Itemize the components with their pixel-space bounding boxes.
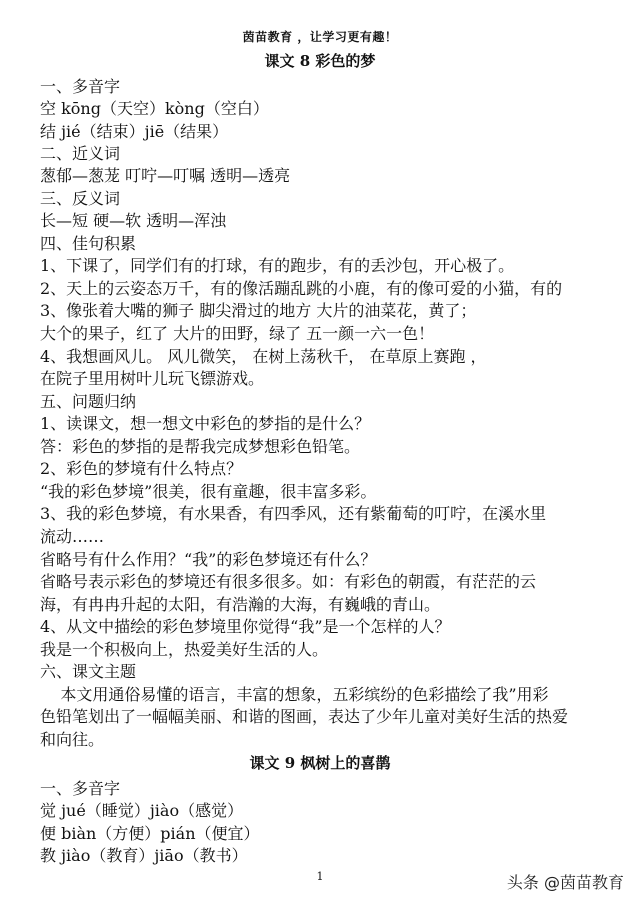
text-line: 在院子里用树叶儿玩飞镖游戏。: [40, 369, 265, 388]
watermark: 头条 @茵苗教育: [501, 868, 630, 895]
text-line: 1、读课文，想一想文中彩色的梦指的是什么？: [40, 414, 371, 433]
text-line: 海，有冉冉升起的太阳，有浩瀚的大海，有巍峨的青山。: [40, 595, 441, 614]
text-line: 省略号有什么作用？“我”的彩色梦境还有什么？: [40, 550, 377, 569]
section-heading: 三、反义词: [40, 189, 121, 208]
text-line: “我的彩色梦境”很美，很有童趣，很丰富多彩。: [40, 482, 377, 501]
text-line: 省略号表示彩色的梦境还有很多很多。如：有彩色的朝霞，有茫茫的云: [40, 572, 537, 591]
text-line: 4、我想画风儿。 风儿微笑， 在树上荡秋千， 在草原上赛跑 ，: [40, 347, 487, 366]
text-line: 2、天上的云姿态万千，有的像活蹦乱跳的小鹿，有的像可爱的小猫，有的: [40, 279, 563, 298]
section-heading: 四、佳句积累: [40, 234, 137, 253]
text-line: 色铅笔划出了一幅幅美丽、和谐的图画，表达了少年儿童对美好生活的热爱: [40, 707, 569, 726]
lesson9-title: 课文 9 枫树上的喜鹊: [249, 754, 391, 772]
text-line: 3、我的彩色梦境，有水果香，有四季风，还有紫葡萄的叮咛，在溪水里: [40, 504, 547, 523]
lesson8-title: 课文 8 彩色的梦: [264, 52, 376, 70]
text-line: 答：彩色的梦指的是帮我完成梦想彩色铅笔。: [40, 437, 361, 456]
text-line: 长—短 硬—软 透明—浑浊: [40, 211, 227, 230]
text-line: 觉 jué（睡觉）jiào（感觉）: [40, 801, 244, 820]
text-line: 空 kōng（天空）kòng（空白）: [40, 99, 269, 118]
page-number: 1: [316, 870, 324, 883]
text-line: 1、下课了，同学们有的打球，有的跑步，有的丢沙包，开心极了。: [40, 256, 515, 275]
section-heading: 一、多音字: [40, 779, 121, 798]
text-line: 3、像张着大嘴的狮子 脚尖滑过的地方 大片的油菜花，黄了；: [40, 301, 477, 320]
text-line: 便 biàn（方便）pián（便宜）: [40, 824, 260, 843]
text-line: 本文用通俗易懂的语言，丰富的想象，五彩缤纷的色彩描绘了我”用彩: [40, 685, 549, 704]
text-line: 4、从文中描绘的彩色梦境里你觉得“我”是一个怎样的人？: [40, 617, 451, 636]
text-line: 2、彩色的梦境有什么特点？: [40, 459, 243, 478]
text-line: 大个的果子，红了 大片的田野，绿了 五一颜一六一色！: [40, 324, 435, 343]
text-line: 结 jié（结束）jiē（结果）: [40, 122, 229, 141]
text-line: 教 jiào（教育）jiāo（教书）: [40, 846, 248, 865]
section-heading: 六、课文主题: [40, 662, 137, 681]
text-line: 我是一个积极向上，热爱美好生活的人。: [40, 640, 329, 659]
text-line: 葱郁—葱茏 叮咛—叮嘱 透明—透亮: [40, 166, 291, 185]
section-heading: 一、多音字: [40, 77, 121, 96]
section-heading: 五、问题归纳: [40, 392, 137, 411]
text-line: 流动……: [40, 527, 105, 546]
text-line: 和向往。: [40, 730, 105, 749]
page-header: 茵苗教育 ，让学习更有趣！: [242, 30, 398, 44]
section-heading: 二、近义词: [40, 144, 121, 163]
